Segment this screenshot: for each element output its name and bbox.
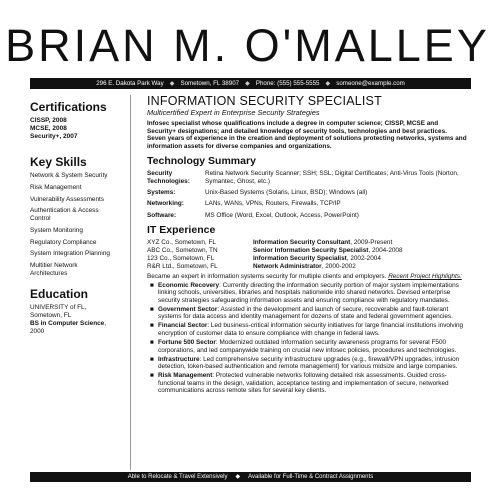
list-item: ■ Government Sector: Assisted in the development and launch of secure, recoverable and fault-tolerant systems for data access and identity management for dozens of state and federal government agencies. bbox=[150, 305, 453, 321]
skill-item: Vulnerability Assessments bbox=[30, 195, 104, 203]
column-divider bbox=[130, 95, 131, 470]
tech-row bbox=[147, 189, 467, 197]
certification-item: Security+, 2007 bbox=[30, 133, 78, 140]
tech-label: Networking: bbox=[147, 200, 184, 208]
certification-item: MCSE, 2008 bbox=[30, 125, 67, 132]
phone: Phone: (555) 555-5555 bbox=[255, 80, 320, 87]
job-row bbox=[147, 247, 467, 255]
sidebar bbox=[30, 96, 116, 336]
job-company: R&R Ltd., Sometown, FL bbox=[147, 263, 218, 271]
certification-item: CISSP, 2008 bbox=[30, 117, 67, 124]
skill-item: System Monitoring bbox=[30, 226, 83, 234]
city: Sometown, FL 38907 bbox=[180, 80, 240, 87]
separator-icon: ◆ bbox=[235, 474, 241, 480]
main-content bbox=[147, 94, 467, 396]
education-degree bbox=[30, 320, 116, 336]
skill-item: Multitier Network Architectures bbox=[30, 262, 78, 277]
bullet-icon: ■ bbox=[150, 339, 154, 347]
job-position: Network Administrator, 2000-2002 bbox=[253, 263, 356, 271]
tech-label: Systems: bbox=[147, 189, 176, 197]
separator-icon: ◆ bbox=[169, 80, 175, 87]
list-item: ■ Fortune 500 Sector: Modernized outdated information security awareness programs for several F500 corporations, and led companywide training on crucial new infosec policies, procedures and technologies. bbox=[150, 339, 457, 354]
tech-row bbox=[147, 212, 467, 220]
tech-value: MS Office (Word, Excel, Outlook, Access, PowerPoint) bbox=[205, 211, 359, 219]
skill-item: Regulatory Compliance bbox=[30, 238, 97, 246]
skill-item: System Integration Planning bbox=[30, 250, 110, 258]
education-school: UNIVERSITY of FL, Sometown, FL bbox=[30, 304, 87, 320]
experience-heading: IT Experience bbox=[147, 224, 216, 237]
job-company: 123 Co., Sometown, FL bbox=[147, 255, 215, 263]
tech-summary-heading: Technology Summary bbox=[147, 155, 256, 168]
skill-item: Network & System Security bbox=[30, 172, 108, 179]
highlights-list bbox=[147, 282, 467, 395]
degree-name: BS in Computer Science bbox=[30, 320, 105, 328]
bullet-icon: ■ bbox=[150, 322, 154, 330]
job-position: Information Security Specialist, 2002-2004 bbox=[253, 255, 381, 263]
tech-value: LANs, WANs, VPNs, Routers, Firewalls, TCP/IP bbox=[205, 200, 341, 208]
bullet-icon: ■ bbox=[150, 281, 154, 289]
separator-icon: ◆ bbox=[245, 80, 250, 87]
skills-heading: Key Skills bbox=[30, 155, 87, 169]
tech-value: Unix-Based Systems (Solaris, Linux, BSD); Windows (all) bbox=[205, 189, 368, 197]
bullet-icon: ■ bbox=[150, 372, 154, 380]
job-position: Information Security Consultant, 2009-Present bbox=[253, 239, 393, 247]
tech-label: Software: bbox=[147, 211, 177, 219]
address: 296 E. Dakota Park Way bbox=[96, 80, 164, 87]
highlights-label: Recent Project Highlights: bbox=[388, 273, 462, 281]
job-title: INFORMATION SECURITY SPECIALIST bbox=[147, 94, 382, 108]
bullet-icon: ■ bbox=[150, 355, 154, 363]
skill-item: Risk Management bbox=[30, 183, 82, 191]
candidate-name: BRIAN M. O'MALLEY bbox=[5, 20, 490, 71]
certifications-heading: Certifications bbox=[30, 100, 107, 114]
list-item: ■ Risk Management: Protected vulnerable networks following detailed risk assessments. Guided cross-functional teams in the design, validation, acceptance testing and implementation of secure, networked communications across remote sites for several key clients. bbox=[150, 372, 449, 395]
job-subtitle: Multicertified Expert in Enterprise Security Strategies bbox=[147, 108, 320, 117]
job-row bbox=[147, 239, 467, 247]
tech-value: Retina Network Security Scanner; SSH; SSL; Digital Certificates; Anti-Virus Tools (Norton, Symantec, Ghost, etc.) bbox=[205, 170, 459, 185]
footer-bar bbox=[30, 472, 471, 482]
list-item: ■ Infrastructure: Led comprehensive security infrastructure upgrades (e.g., firewall/VPN upgrades, intrusion detection, token-based authentication and remote management) for various midsize and large companies. bbox=[150, 355, 460, 371]
separator-icon: ◆ bbox=[325, 80, 331, 87]
tech-label: Security Technologies: bbox=[147, 170, 190, 185]
skill-item: Authentication & Access Control bbox=[30, 207, 99, 222]
footer-availability: Available for Full-Time & Contract Assignments bbox=[248, 474, 374, 480]
summary-paragraph: Infosec specialist whose qualifications include a degree in computer science; CISSP, MCSE and Security+ designations; and detailed knowledge of security tools, technologies and best practices. Seven years of experience in the creation and deployment of solutions protecting networks, systems and information assets for diverse companies and organizations. bbox=[147, 120, 467, 150]
job-company: XYZ Co., Sometown, FL bbox=[147, 239, 216, 247]
list-item: ■ Economic Recovery: Currently directing the information security portion of major system implementations linking schools, universities, libraries and hospitals nationwide into shared networks. Devised enterprise security strategies safeguarding information assets and ensuring compliance with regulatory mandates. bbox=[150, 281, 459, 304]
tech-row bbox=[147, 200, 467, 208]
footer-relocate: Able to Relocate & Travel Extensively bbox=[127, 474, 228, 480]
job-position: Senior Information Security Specialist, 2004-2008 bbox=[253, 247, 403, 255]
email-link[interactable]: someone@example.com bbox=[336, 80, 405, 87]
experience-intro: Became an expert in information systems security for multiple clients and employers. Recent Project Highlights: bbox=[147, 273, 462, 281]
degree-year: , 2000 bbox=[30, 320, 107, 336]
list-item: ■ Financial Sector: Led business-critical information security initiatives for large financial institutions involving encryption of customer data to ensure compliance with change in federal laws. bbox=[150, 322, 464, 338]
tech-row bbox=[147, 170, 467, 185]
job-row bbox=[147, 263, 467, 271]
education-heading: Education bbox=[30, 287, 89, 302]
job-row bbox=[147, 255, 467, 263]
bullet-icon: ■ bbox=[150, 305, 154, 313]
contact-bar bbox=[30, 78, 471, 89]
job-company: ABC Co., Sometown, TN bbox=[147, 247, 218, 255]
